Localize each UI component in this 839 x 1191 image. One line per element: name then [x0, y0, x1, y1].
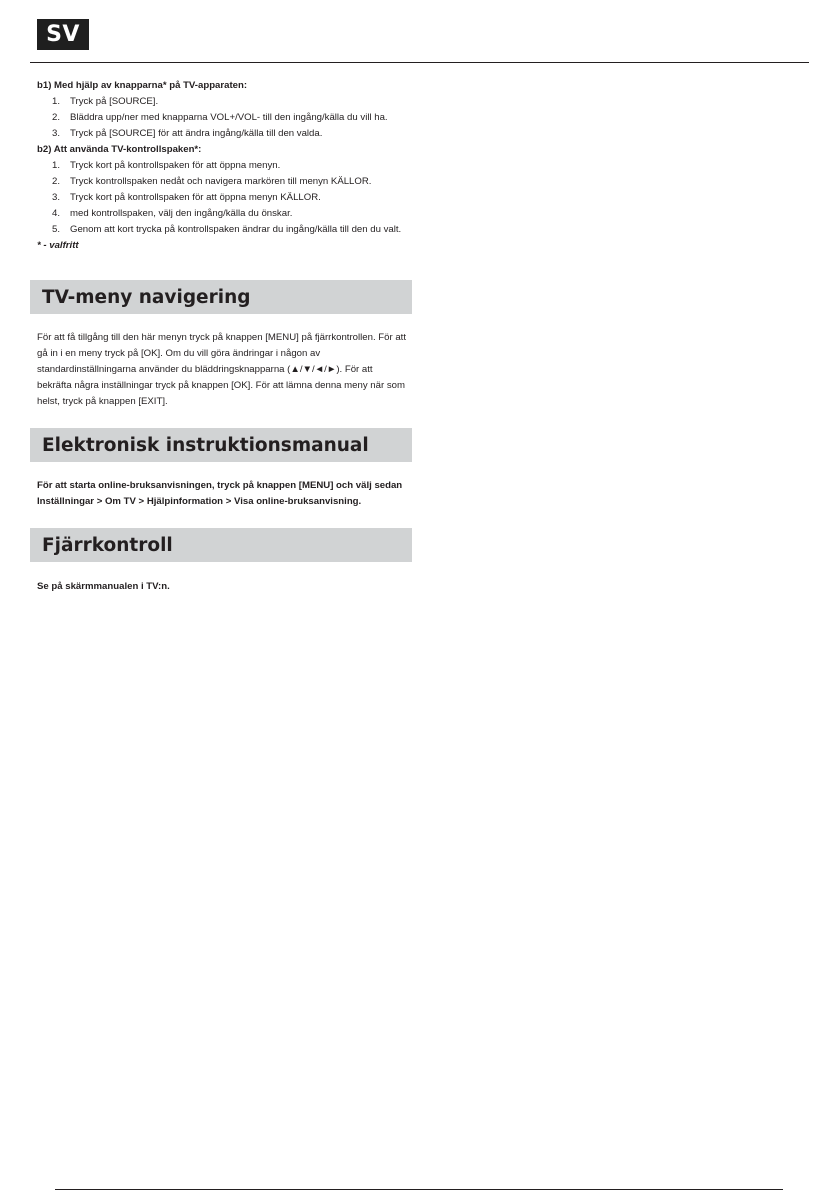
- step-text: Tryck kort på kontrollspaken för att öppna menyn.: [70, 160, 281, 171]
- footer-rule: [55, 1189, 783, 1190]
- list-item: [30, 222, 408, 238]
- step-text: Bläddra upp/ner med knapparna VOL+/VOL- till den ingång/källa du vill ha.: [70, 112, 388, 123]
- step-number: 3.: [52, 192, 61, 203]
- header-rule: [30, 62, 809, 63]
- source-instructions: [30, 78, 412, 254]
- menu-navigation-text: För att få tillgång till den här menyn tryck på knappen [MENU] på fjärrkontrollen. För att gå in i en meny tryck på [OK]. Om du vill göra ändringar i någon av standardinställningarna använder du bläddringsknapparna (▲/▼/◄/►). För att bekräfta några inställningar tryck på knappen [OK]. För att lämna denna meny när som helst, tryck på knappen [EXIT].: [37, 332, 406, 407]
- section-heading-remote-control: Fjärrkontroll: [30, 528, 412, 562]
- step-number: 1.: [52, 96, 61, 107]
- step-number: 3.: [52, 128, 61, 139]
- list-item: [30, 174, 408, 190]
- list-item: [30, 126, 408, 142]
- remote-control-text: Se på skärmmanualen i TV:n.: [37, 581, 170, 592]
- step-number: 1.: [52, 160, 61, 171]
- content-column: [30, 78, 412, 595]
- language-badge: SV: [37, 19, 89, 50]
- list-item: [30, 94, 408, 110]
- list-item: [30, 190, 408, 206]
- list-item: [30, 158, 408, 174]
- electronic-manual-text: För att starta online-bruksanvisningen, tryck på knappen [MENU] och välj sedan Inställningar > Om TV > Hjälpinformation > Visa online-bruksanvisning.: [37, 480, 403, 507]
- step-number: 4.: [52, 208, 61, 219]
- b1-heading: b1) Med hjälp av knapparna* på TV-apparaten:: [37, 80, 248, 91]
- footnote: * - valfritt: [37, 240, 79, 251]
- step-text: Tryck kort på kontrollspaken för att öppna menyn KÄLLOR.: [70, 192, 321, 203]
- step-number: 5.: [52, 224, 61, 235]
- step-text: Genom att kort trycka på kontrollspaken ändrar du ingång/källa till den du valt.: [70, 224, 402, 235]
- step-number: 2.: [52, 112, 61, 123]
- step-text: med kontrollspaken, välj den ingång/källa du önskar.: [70, 208, 293, 219]
- step-number: 2.: [52, 176, 61, 187]
- list-item: [30, 206, 408, 222]
- b2-steps: [30, 158, 412, 238]
- step-text: Tryck på [SOURCE].: [70, 96, 159, 107]
- step-text: Tryck kontrollspaken nedåt och navigera markören till menyn KÄLLOR.: [70, 176, 372, 187]
- list-item: [30, 110, 408, 126]
- b1-steps: [30, 94, 412, 142]
- step-text: Tryck på [SOURCE] för att ändra ingång/källa till den valda.: [70, 128, 323, 139]
- b2-heading: b2) Att använda TV-kontrollspaken*:: [37, 144, 202, 155]
- section-heading-electronic-manual: Elektronisk instruktionsmanual: [30, 428, 412, 462]
- section-heading-menu-navigation: TV-meny navigering: [30, 280, 412, 314]
